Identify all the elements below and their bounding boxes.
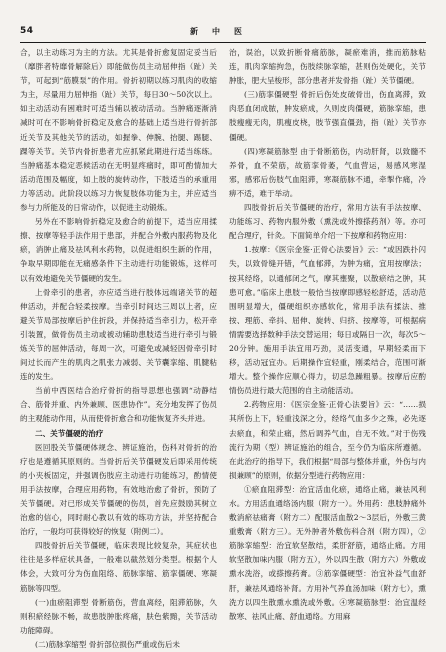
header-rule — [20, 42, 426, 43]
paragraph: 四肢骨折后关节僵硬的治疗，常用方法有手法按摩、功能练习、药物内服外敷（熏洗或外擦搽药剂）等。亦可配合理疗，针灸。下面简单介绍一下按摩和药物应用： — [229, 203, 426, 241]
paragraph: 医回股关节僵硬体规念、辨证施治，伤科对骨折的治疗也是遵循其原则的。当骨折后关节僵硬发后即采用传统的小夹板固定，并强调伤肢应主动进行功能练习，酌情使用手法按摩，合理应用药物，有效地治愈了骨折，预防了关节僵硬。对已形成关节僵硬的伤员，首先应鼓励其树立治愈的信心，同时耐心教以有效的练功方法，并坚持配合治疗，一般均可获得较好的恢复（附例二）。 — [20, 442, 217, 537]
paragraph: 另外在不影响骨折稳定及愈合的前提下，适当应用揉擦、按摩等轻手法作用于患部，并配合外敷内服药物及化瘀，消肿止痛及祛风利水药物，以促进组织生新的作用，争取早期即能在无痛感条件下主动进行功能锻炼，这样可以有效地避免关节僵硬的发生。 — [20, 217, 217, 283]
left-column — [20, 46, 217, 649]
paragraph: 当前中西医结合治疗骨折的指导思想也强调“动静结合、筋骨并重、内外兼顾、医患协作”。充分地发挥了伤员的主观能动作用，从而使骨折愈合和功能恢复齐头并进。 — [20, 386, 217, 424]
right-column — [229, 46, 426, 624]
journal-title: 新中医 — [190, 27, 256, 36]
paragraph: 治，误治，以致折断骨痛筋脉，凝瘀难消，推而筋脉粘连，肌肉挛缩拘急，伤肢续脉挛缩，甚则伤处硬化，关节肿胀，肥大呈梭形，部分患者并发骨指（趾）关节僵硬。 — [229, 48, 426, 86]
paragraph: (一)血瘀阻滞型 骨断筋伤，营血离经，阻滞筋脉，久则积瘀经脉不畅，故患肢肿胀疼痛，肤色紫黯，关节活动功能障碍。 — [20, 597, 217, 635]
paragraph: ①瘀血阻滞型：治宜活血化瘀，通络止痛，兼祛风利水。方用活血通络汤内服（附方一）。外用药：患肢肿痛外敷消瘀祛痛膏（附方二）配服活血散2～3层后，外敷三黄重敷膏（附方三）。无外肿者外敷伤科合剂（附方四），②筋脉挛缩型：治宜软坚散结，柔肝舒筋，通络止痛。方用软坚散加味内服（附方五），外以四生散（附方六）外敷或熏水洗浴，或搽擦药膏。③筋挛僵硬型：治宜补益气血舒肝，兼祛风通络补肾。方用补气养血汤加味（附方七），熏洗方以四生散熏水熏洗或外敷。④寒凝筋脉型：治宜温经散寒、祛风止痛、舒血通络。方用麻 — [229, 484, 426, 621]
section-heading: 二、关节僵硬的治疗 — [35, 428, 104, 438]
paragraph: 2.药物应用：《医宗金鉴·正骨心法要旨》云：“……损其所伤上下，轻重浅深之分，经络气血多少之殊，必先逐去瘀血，和荣止痛，然后调养气血，自无不效。”对于伤残流行为期（型）辨证施治的组合，至今仍为临床所遵循。在此治疗的指导下，我们根据“局部与整体并重，外伤与内损兼顾”的原则，依据分型进行药物应用： — [229, 400, 426, 480]
page-number: 54 — [20, 26, 34, 36]
paragraph: 合，以主动练习为主的方法。尤其是骨折愈复固定妥当后（靡胖者特靡骨解除后）即能做伤员主动屈伸指（趾）关节，可起到“筋膜泵”的作用。骨折初期以练习肌肉的收缩为主，尽量用力屈伸指（趾）关节，每日30～50次以上。如主动活动有困难时可适当辅以被动活动。当肿痛逐渐消减时可在不影响骨折稳定及愈合的基础上适当进行骨折部近关节及其他关节的活动，如握拳、伸腕、抬腿、踢腿、踝等关节。关节内骨折患者尤应抓紧此期进行适当练练。当肿痛基本稳定恶候活动在无明显疼痛时，即可酌情加大活动范围及幅度，如上肢的旋转动作，下肢适当的承重用力等活动。此阶段以练习力恢复肢体功能为主，并应适当参与力所能及的日常动作，以促进主动锻炼。 — [20, 48, 217, 213]
page-header — [20, 26, 426, 40]
paragraph: 上骨牵引的患者，亦应适当进行肢体远端诸关节的超伸活动，并配合轻柔按摩。当牵引时间达三周以上者，应避关节局部按摩后护住折段，并保持适当牵引力，松开牵引装置，做骨伤员主动或被动辅助患肢适当进行牵引与锻炼关节的屈伸活动，每周一次，可避免或减轻因骨牵引时间过长而产生的肌肉之肌张力减弱、关节囊挛缩、肌腱粘连的发生。 — [20, 287, 217, 382]
paragraph: (四)寒凝筋脉型 由于骨断筋伤，内动肝肾，以致髓不养骨，血不荣筋，故筋挛骨萎，气血营运，易感风寒湿邪，感邪后伤肢气血阻滞，寒凝筋脉不通，牵掣作痛，冷痹不适，难于举动。 — [229, 146, 426, 198]
paragraph: 1.按摩：《医宗金鉴·正骨心法要旨》云：“或因跌扑闪失，以致骨缝开错，气血郁滞，为肿为痛，宜用按摩法；按其经络，以通郁闭之气，摩其壅聚，以散瘀结之肿，其患可愈。”临床上患肢一般恰当按摩即感轻松舒适，活动范围明显增大，僵硬组织亦感软化，常用手法有揉法、推按、理筋、牵抖、屈伸、旋转、归挤、按摩等，可根据病情需要选择数种手法交替运用；每日或隔日一次，每次5～20分钟。施用手法宜用巧劲，灵活变通，早期轻柔而下移，活动冠宜办。后期操作宜轻重，刚柔结合，范围可渐增大。整个操作应顺心得力，切忌急躁粗暴。按摩后应酌情伤员进行最大范围的自主动能活动。 — [229, 245, 426, 396]
paragraph: (二)筋脉挛缩型 骨折部位损伤严重或伤后未 — [35, 639, 181, 649]
paragraph: 四肢骨折后关节僵硬，临床表现比较复杂，其症状也往往是多样症状具备，一般难以截然划分类型。根据个人体会，大致可分为伤血阻络、筋脉挛缩、筋挛僵硬、寒凝筋脉等四型。 — [20, 541, 217, 593]
paragraph: (三)筋挛僵硬型 骨折后伤处皮破骨出，伤血离滞，致肉恶血闭成脓，肿发瘀成，久则皮肉僵硬，筋脉挛缩，患肢瘦瘦无肉，肌瘦皮桡，肢节强直僵劲，指（趾）关节亦僵硬。 — [229, 90, 426, 142]
